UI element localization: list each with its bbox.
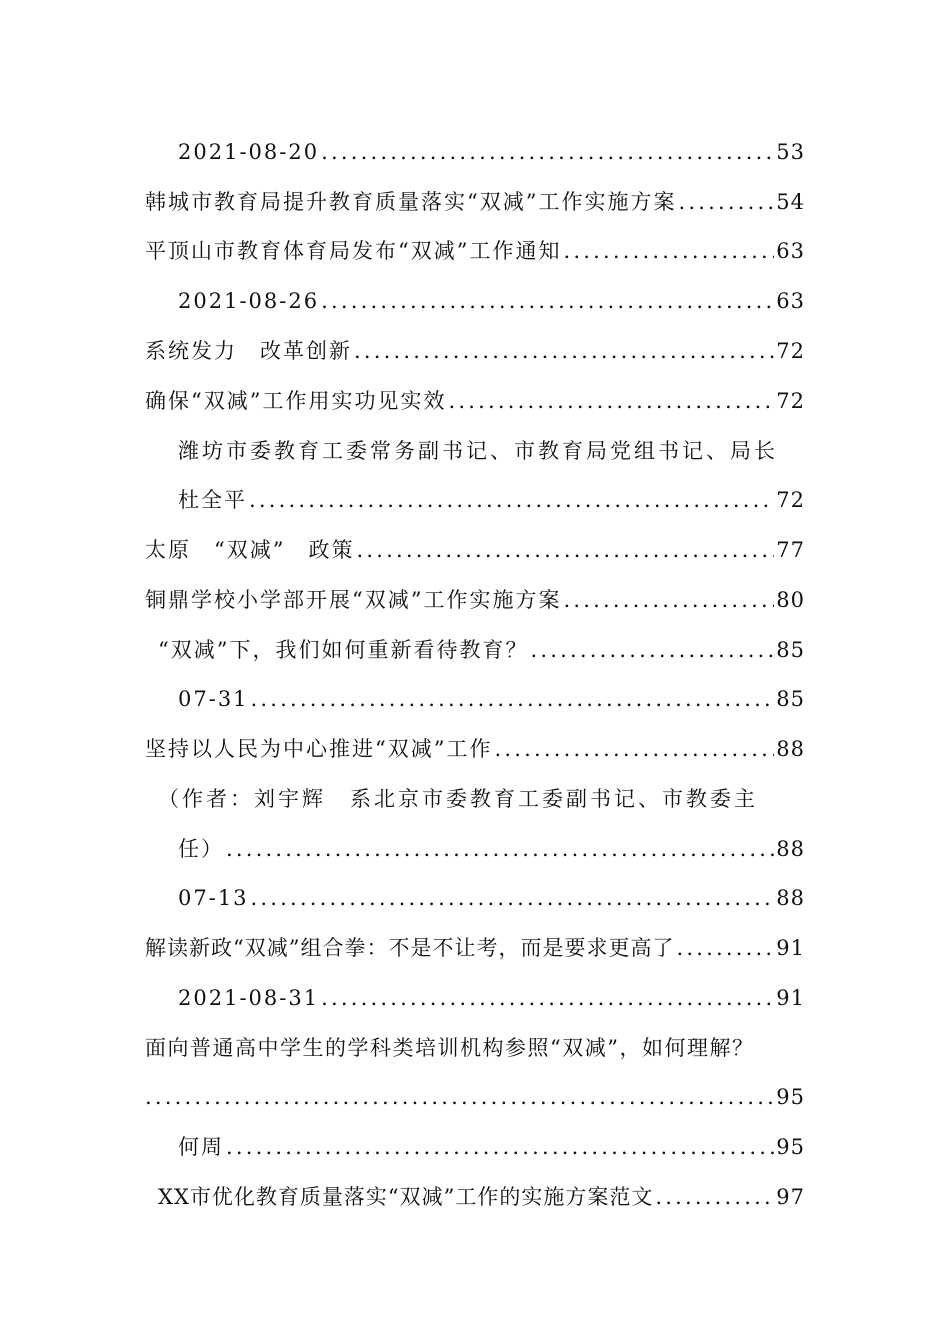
toc-entry[interactable]: [145, 931, 805, 965]
toc-entry-wrapped-first-line[interactable]: [178, 434, 805, 468]
toc-entry[interactable]: [178, 981, 805, 1015]
toc-leader-dots: [321, 135, 774, 169]
toc-leader-dots: [226, 832, 774, 866]
toc-page-number: 88: [776, 837, 805, 861]
toc-leader-dots: [321, 981, 774, 1015]
toc-entry-text: 铜鼎学校小学部开展“双减”工作实施方案: [145, 588, 562, 612]
toc-page-number: 63: [776, 289, 805, 313]
toc-leader-dots: [448, 384, 774, 418]
toc-entry-text: 韩城市教育局提升教育质量落实“双减”工作实施方案: [145, 190, 677, 214]
toc-leader-dots: [655, 1180, 774, 1214]
toc-page-number: 85: [776, 638, 805, 662]
toc-leader-dots: [678, 185, 774, 219]
toc-page-number: 72: [776, 389, 805, 413]
toc-leader-dots: [251, 682, 775, 716]
toc-page-number: 97: [776, 1185, 805, 1209]
toc-leader-dots: [145, 1080, 774, 1114]
toc-entry[interactable]: [145, 1080, 805, 1114]
toc-entry-text: （作者：刘宇辉 系北京市委教育工委副书记、市教委主: [158, 787, 758, 811]
toc-entry-text: 坚持以人民为中心推进“双减”工作: [145, 737, 493, 761]
toc-page-number: 95: [776, 1085, 805, 1109]
toc-leader-dots: [354, 334, 774, 368]
toc-entry[interactable]: [145, 384, 805, 418]
toc-entry-text: XX市优化教育质量落实“双减”工作的实施方案范文: [158, 1185, 654, 1209]
toc-entry[interactable]: [158, 633, 805, 667]
toc-entry-text: 07-13: [178, 886, 249, 910]
toc-page-number: 91: [776, 986, 805, 1010]
toc-entry[interactable]: [178, 284, 805, 318]
toc-entry[interactable]: [145, 583, 805, 617]
toc-entry-text: 杜全平: [178, 488, 247, 512]
toc-entry-text: 2021-08-20: [178, 140, 320, 164]
toc-entry[interactable]: [178, 682, 805, 716]
toc-entry-text: “双减”下，我们如何重新看待教育？: [158, 638, 529, 662]
toc-entry-text: 2021-08-31: [178, 986, 320, 1010]
toc-page-number: 53: [776, 140, 805, 164]
toc-page-number: 54: [776, 190, 805, 214]
toc-entry-text: 平顶山市教育体育局发布“双减”工作通知: [145, 239, 562, 263]
toc-leader-dots: [676, 931, 774, 965]
toc-entry-text: 确保“双减”工作用实功见实效: [145, 389, 447, 413]
toc-entry[interactable]: [158, 1180, 805, 1214]
toc-entry[interactable]: [145, 533, 805, 567]
toc-entry[interactable]: [145, 234, 805, 268]
toc-entry-text: 太原 “双减” 政策: [145, 538, 355, 562]
toc-entry[interactable]: [178, 832, 805, 866]
toc-page-number: 72: [776, 488, 805, 512]
toc-entry-text: 2021-08-26: [178, 289, 320, 313]
toc-entry[interactable]: [145, 732, 805, 766]
toc-leader-dots: [321, 284, 774, 318]
toc-entry-text: 面向普通高中学生的学科类培训机构参照“双减”，如何理解？: [145, 1036, 755, 1060]
toc-entry[interactable]: [178, 881, 805, 915]
toc-entry-text: 潍坊市委教育工委常务副书记、市教育局党组书记、局长: [178, 439, 778, 463]
toc-entry-wrapped-first-line[interactable]: [145, 1031, 805, 1065]
toc-entry[interactable]: [145, 185, 805, 219]
toc-page-number: 72: [776, 339, 805, 363]
toc-page-number: 95: [776, 1135, 805, 1159]
toc-entry[interactable]: [178, 1130, 805, 1164]
toc-page-number: 77: [776, 538, 805, 562]
toc-leader-dots: [563, 583, 774, 617]
toc-entry[interactable]: [178, 483, 805, 517]
toc-page-number: 91: [776, 936, 805, 960]
toc-leader-dots: [530, 633, 774, 667]
toc-leader-dots: [494, 732, 774, 766]
toc-leader-dots: [563, 234, 774, 268]
toc-page-number: 80: [776, 588, 805, 612]
toc-leader-dots: [226, 1130, 774, 1164]
toc-page-number: 85: [776, 687, 805, 711]
toc-page-number: 88: [776, 886, 805, 910]
toc-entry[interactable]: [145, 334, 805, 368]
toc-page-number: 88: [776, 737, 805, 761]
toc-entry-text: 系统发力 改革创新: [145, 339, 352, 363]
toc-entry-text: 解读新政“双减”组合拳：不是不让考，而是要求更高了: [145, 936, 675, 960]
toc-entry-text: 07-31: [178, 687, 249, 711]
toc-page-number: 63: [776, 239, 805, 263]
toc-leader-dots: [249, 483, 774, 517]
toc-entry[interactable]: [178, 135, 805, 169]
toc-leader-dots: [251, 881, 775, 915]
toc-entry-text: 任）: [178, 837, 224, 861]
toc-leader-dots: [356, 533, 774, 567]
toc-entry-text: 何周: [178, 1135, 224, 1159]
toc-entry-wrapped-first-line[interactable]: [158, 782, 805, 816]
